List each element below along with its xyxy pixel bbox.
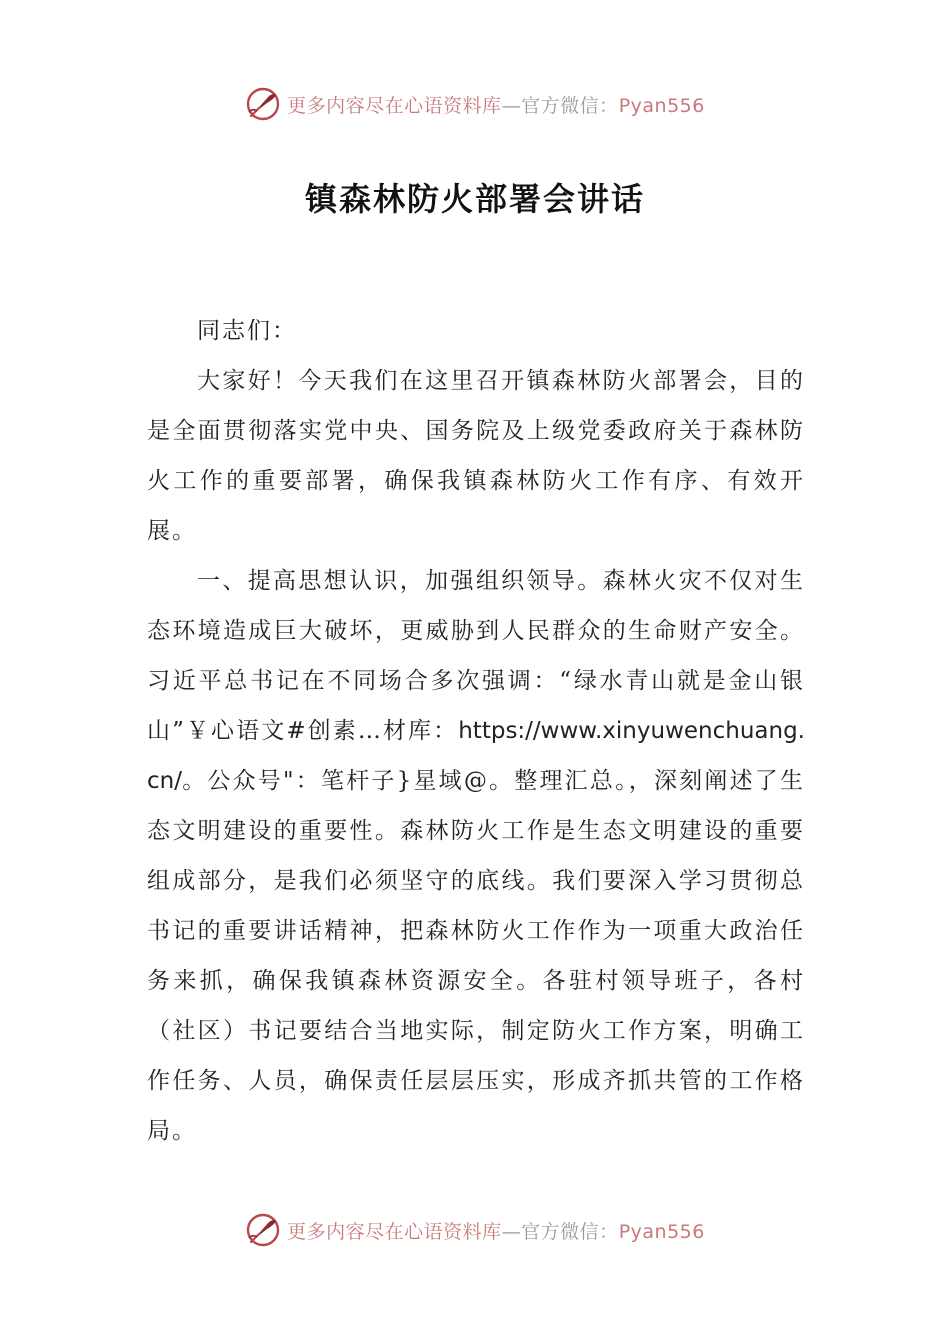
- banner-wechat-id: Pyan556: [618, 94, 705, 117]
- greeting: 同志们：: [197, 318, 297, 344]
- banner-separator: —: [501, 1220, 522, 1243]
- paragraph-section-1-part-b: 。公众号"：笔杆子}星域@。整理汇总。，深刻阐述了生态文明建设的重要性。森林防火工作是生态文明建设的重要组成部分，是我们必须坚守的底线。我们要深入学习贯彻总书记的重要讲话精神，把森林防火工作作为一项重大政治任务来抓，确保我镇森林资源安全。各驻村领导班子，各村（社区）书记要结合当地实际，制定防火工作方案，明确工作任务、人员，确保责任层层压实，形成齐抓共管的工作格局。: [147, 768, 805, 1144]
- document-body: [147, 306, 805, 1156]
- banner-wechat-label: 官方微信：: [521, 1220, 619, 1243]
- paragraph-section-1: [147, 556, 805, 1156]
- paragraph-intro: 大家好！今天我们在这里召开镇森林防火部署会，目的是全面贯彻落实党中央、国务院及上级党委政府关于森林防火工作的重要部署，确保我镇森林防火工作有序、有效开展。: [147, 368, 805, 544]
- source-url-link[interactable]: https://www.xinyuwenchuang.cn/: [147, 718, 805, 794]
- document-title: 镇森林防火部署会讲话: [304, 180, 645, 218]
- quill-pen-logo-icon: [245, 1212, 281, 1248]
- banner-wechat-label: 官方微信：: [521, 94, 619, 117]
- footer-banner: [0, 1210, 950, 1250]
- banner-wechat-id: Pyan556: [618, 1220, 705, 1243]
- paragraph-section-1-part-a: 一、提高思想认识，加强组织领导。森林火灾不仅对生态环境造成巨大破坏，更威胁到人民群众的生命财产安全。习近平总书记在不同场合多次强调：“绿水青山就是金山银山”￥心语文#创素…材库：: [147, 568, 805, 744]
- banner-text: [287, 1217, 705, 1244]
- header-banner: [0, 84, 950, 124]
- banner-main-text: 更多内容尽在心语资料库: [287, 94, 502, 117]
- quill-pen-logo-icon: [245, 86, 281, 122]
- banner-main-text: 更多内容尽在心语资料库: [287, 1220, 502, 1243]
- banner-text: [287, 91, 705, 118]
- banner-separator: —: [501, 94, 522, 117]
